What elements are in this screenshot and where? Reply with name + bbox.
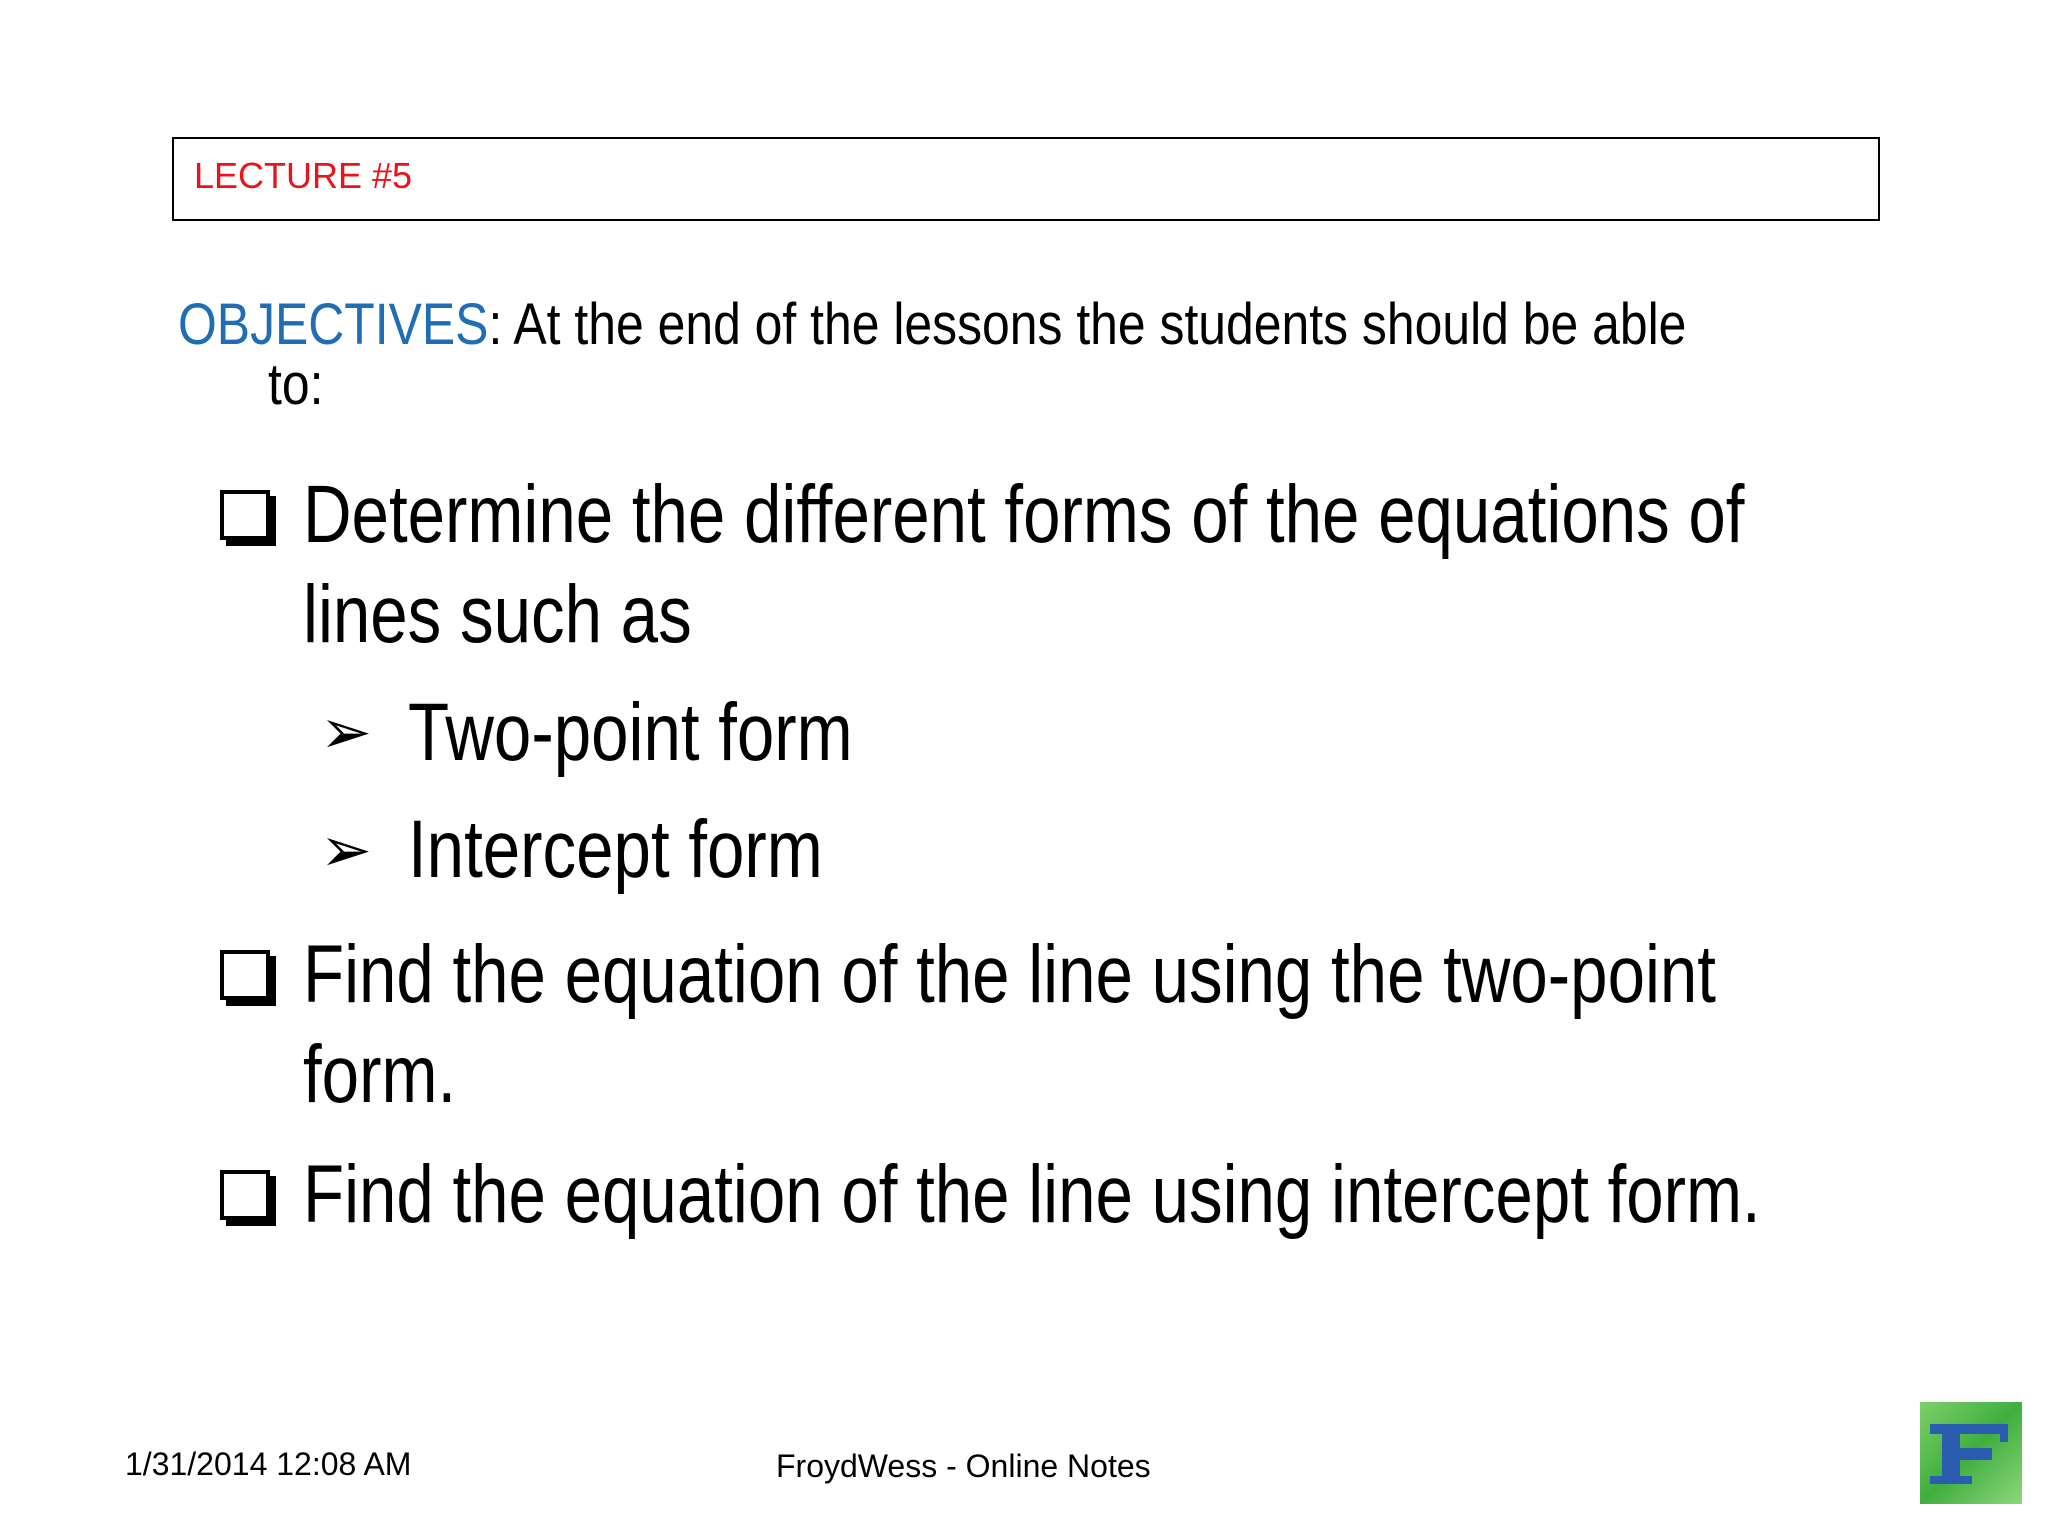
objectives-line-1 [178,292,1932,357]
objective-item-2-line-1: Find the equation of the line using the two-point [303,929,1717,1020]
checkbox-bullet-icon [220,490,270,540]
objective-item-1-line-2: lines such as [303,569,692,660]
subitem-label: Intercept form [408,804,823,895]
arrow-bullet-icon: ➢ [320,813,372,886]
footer-title: FroydWess - Online Notes [776,1448,1151,1484]
objectives-intro-continuation: to: [268,352,324,417]
objective-item-2-line-2: form. [303,1029,457,1120]
objectives-heading: OBJECTIVES [178,292,489,357]
objectives-intro-text: : At the end of the lessons the students should be able [488,292,1687,357]
checkbox-bullet-icon [220,950,270,1000]
lecture-label: LECTURE #5 [194,155,413,196]
checkbox-bullet-icon [220,1170,270,1220]
arrow-bullet-icon: ➢ [320,695,372,768]
objective-item-1-line-1: Determine the different forms of the equations of [303,469,1745,560]
objective-item-3-line-1: Find the equation of the line using intercept form. [303,1149,1761,1240]
footer-date: 1/31/2014 12:08 AM [125,1446,412,1482]
subitem-label: Two-point form [408,687,853,778]
lecture-header-box [172,137,1880,221]
froydwess-logo-icon [1920,1402,2022,1504]
objectives-line-2 [268,352,333,417]
